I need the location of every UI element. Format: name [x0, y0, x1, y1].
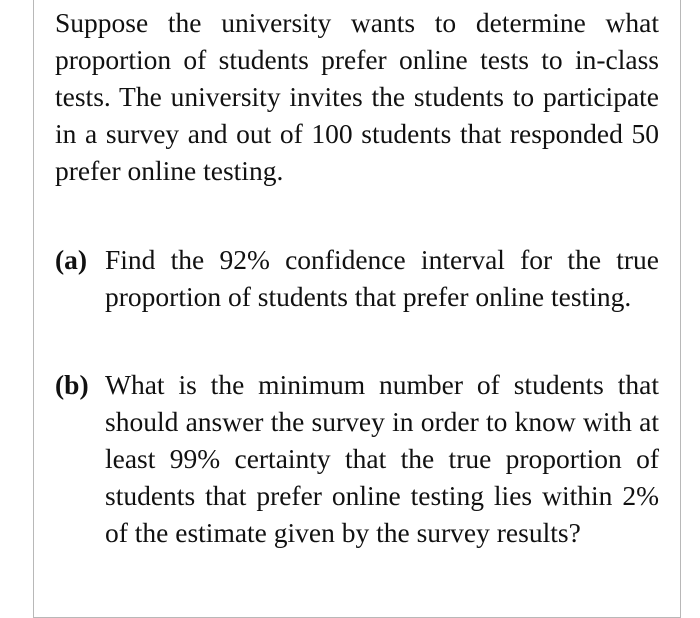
part-b [55, 366, 659, 551]
part-b-text: What is the minimum number of students that should answer the survey in order to know with at least 99% certainty that the true proportion of students that prefer online testing lies within 2% of the estimate given by the survey results? [105, 369, 659, 548]
part-a-text: Find the 92% confidence interval for the true proportion of students that prefer online testing. [105, 244, 659, 312]
part-a-label: (a) [55, 244, 88, 275]
problem-intro: Suppose the university wants to determine what proportion of students prefer online tests to in-class tests. The university invites the students to participate in a survey and out of 100 students that responded 50 prefer online testing. [55, 7, 659, 186]
part-b-label: (b) [55, 369, 89, 400]
part-a [55, 241, 659, 315]
